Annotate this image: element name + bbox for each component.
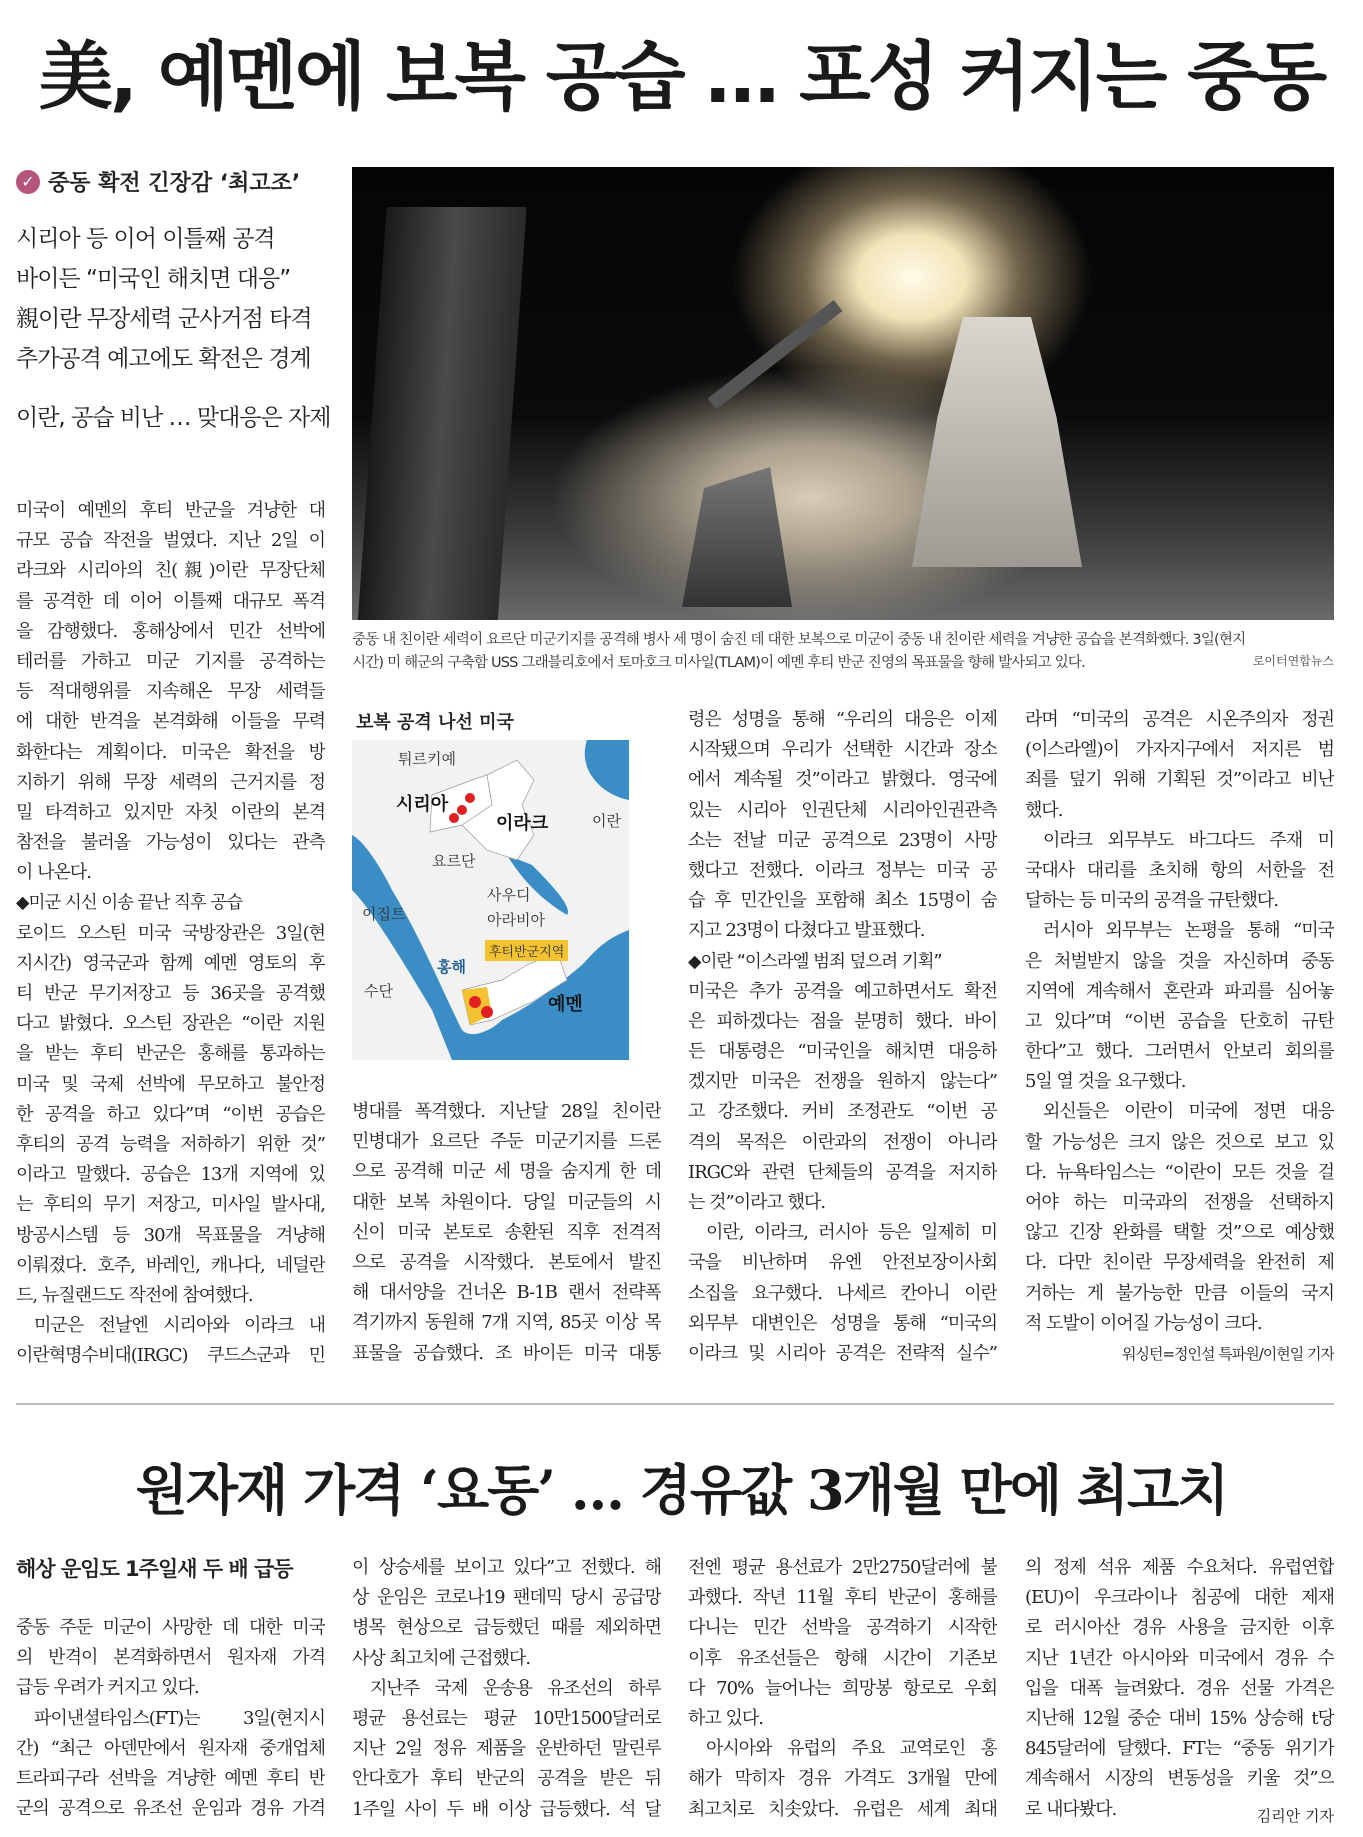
text-line: 테러를 가하고 미군 기지를 공격하는 xyxy=(16,650,325,672)
text-line: 지시간) 영국군과 함께 예멘 영토의 후 xyxy=(16,952,325,974)
text-line: 지난 1년간 아시아와 미국에서 경유 수 xyxy=(1025,1647,1334,1669)
photo-caption: 시간) 미 해군의 구축함 USS 그래블리호에서 토마호크 미사일(TLAM)이 예멘 후티 반군 진영의 목표물을 향해 발사되고 있다. xyxy=(352,655,1085,671)
text-line: 로 러시아산 경유 사용을 금지한 이후 xyxy=(1025,1617,1334,1639)
byline: 워싱턴=정인설 특파원/이현일 기자 xyxy=(1121,1344,1334,1363)
text-line: 다. 다만 친이란 무장세력을 완전히 제 xyxy=(1025,1252,1334,1274)
article-subhead xyxy=(16,166,300,197)
text-line: 지난 2일 정유 제품을 운반하던 말린루 xyxy=(352,1738,661,1760)
middle-east-map xyxy=(352,740,629,1060)
text-line: 국대사 대리를 초치해 항의 서한을 전 xyxy=(1025,859,1334,881)
text-line: 겠지만 미국은 전쟁을 원하지 않는다” xyxy=(688,1071,997,1093)
text-line: 어야 하는 미국과의 전쟁을 선택하지 xyxy=(1025,1192,1334,1213)
text-line: 달하는 등 미국의 공격을 규탄했다. xyxy=(1025,890,1279,912)
text-line: 트라피구라 선박을 겨냥한 예멘 후티 반 xyxy=(16,1767,325,1789)
text-line: 군의 공격으로 유조선 운임과 경유 가격 xyxy=(16,1798,325,1820)
text-line: 에 대한 반격을 본격화해 이들을 무력 xyxy=(16,711,325,733)
text-line: 으로 공격을 시작했다. 본토에서 발진 xyxy=(352,1251,661,1273)
text-line: 다. 뉴욕타임스는 “이란이 모든 것을 걸 xyxy=(1025,1161,1334,1183)
text-line: 이라크 및 시리아 공격은 전략적 실수” xyxy=(688,1342,997,1364)
text-line: 죄를 덮기 위해 기획된 것”이라고 비난 xyxy=(1025,769,1334,791)
text-line: 대한 보복 차원이다. 당일 미군들의 시 xyxy=(352,1191,661,1213)
text-line: 을 받는 후티 반군은 홍해를 통과하는 xyxy=(16,1043,325,1065)
text-line: 라크와 시리아의 친(親)이란 무장단체 xyxy=(16,560,325,582)
text-line: 드, 뉴질랜드도 작전에 참여했다. xyxy=(16,1284,253,1306)
text-line: 거하는 게 불가능한 만큼 이들의 국지 xyxy=(1025,1282,1334,1304)
text-line: 한다”고 했다. 그러면서 안보리 회의를 xyxy=(1025,1041,1334,1063)
text-line: 는 후티의 무기 저장고, 미사일 발사대, xyxy=(16,1194,325,1216)
text-line: 격기까지 동원해 7개 지역, 85곳 이상 목 xyxy=(352,1312,661,1334)
text-line: 중동 주둔 미군이 사망한 데 대한 미국 xyxy=(16,1617,325,1638)
text-line: 파이낸셜타임스(FT)는 3일(현지시 xyxy=(34,1707,325,1729)
section-divider xyxy=(16,1403,1334,1405)
text-line: 했다. xyxy=(1025,799,1063,821)
article1-column-1 xyxy=(16,496,325,1371)
article1-column-3 xyxy=(688,705,997,1369)
text-line: 후티의 공격 능력을 저하하기 위한 것” xyxy=(16,1133,325,1155)
text-line: 할 가능성은 크지 않은 것으로 보고 있 xyxy=(1025,1131,1334,1153)
text-line: 미국은 추가 공격을 예고하면서도 확전 xyxy=(688,980,997,1002)
text-line: 다고 밝혔다. 오스틴 장관은 “이란 지원 xyxy=(16,1013,325,1035)
text-line: 입을 대폭 늘려왔다. 경유 선물 가격은 xyxy=(1025,1677,1334,1699)
section-subhead: ◆이란 “이스라엘 범죄 덮으려 기획” xyxy=(688,951,942,972)
text-line: 이 상승세를 보이고 있다”고 전했다. 해 xyxy=(352,1557,661,1578)
deck-line: 親이란 무장세력 군사거점 타격 xyxy=(16,306,312,332)
map-label-jordan: 요르단 xyxy=(432,852,476,870)
map-label-saudi: 아라비아 xyxy=(487,911,545,929)
text-line: 국을 비난하며 유엔 안전보장이사회 xyxy=(688,1252,997,1274)
text-line: 는 것”이라고 했다. xyxy=(688,1192,826,1213)
text-line: 습 후 민간인을 포함해 최소 15명이 숨 xyxy=(688,890,997,912)
map-label-iraq: 이라크 xyxy=(496,813,549,834)
text-line: 이란혁명수비대(IRGC) 쿠드스군과 민 xyxy=(16,1345,325,1367)
article1-column-2 xyxy=(352,1097,661,1369)
text-line: 적 도발이 이어질 가능성이 크다. xyxy=(1025,1312,1262,1334)
map-title: 보복 공격 나선 미국 xyxy=(356,712,514,733)
map-label-houthi: 후티반군지역 xyxy=(485,940,568,961)
text-line: 규모 공습 작전을 벌였다. 지난 2일 이 xyxy=(16,530,325,552)
text-line: 에서 계속될 것”이라고 밝혔다. 영국에 xyxy=(688,769,997,791)
text-line: 외신들은 이란이 미국에 정면 대응 xyxy=(1043,1101,1334,1123)
text-line: 고 강조했다. 커비 조정관도 “이번 공 xyxy=(688,1101,997,1123)
text-line: 티 반군 무기저장고 등 36곳을 공격했 xyxy=(16,983,325,1004)
text-line: 이후 유조선들은 항해 시간이 기존보 xyxy=(688,1647,997,1669)
text-line: 로 내다봤다. xyxy=(1025,1798,1117,1820)
text-line: 미국이 예멘의 후티 반군을 겨냥한 대 xyxy=(16,500,325,521)
photo-ship-hull xyxy=(357,207,526,620)
text-line: 미군은 전날엔 시리아와 이라크 내 xyxy=(34,1315,325,1337)
text-line: (EU)이 우크라이나 침공에 대한 제재 xyxy=(1025,1587,1334,1609)
photo-credit: 로이터연합뉴스 xyxy=(1252,654,1334,668)
article2-column-2 xyxy=(352,1553,661,1825)
text-line: 다니는 민간 선박을 공격하기 시작한 xyxy=(688,1617,997,1639)
text-line: 계속해서 시장의 변동성을 키울 것”으 xyxy=(1025,1768,1334,1790)
text-line: 지하기 위해 무장 세력의 근거지를 정 xyxy=(16,771,325,793)
text-line: 상 운임은 코로나19 팬데믹 당시 공급망 xyxy=(352,1587,661,1609)
text-line: 급등 우려가 커지고 있다. xyxy=(16,1677,199,1699)
text-line: 지역에 계속해서 혼란과 파괴를 심어놓 xyxy=(1025,980,1334,1002)
text-line: 소집을 요구했다. 나세르 칸아니 이란 xyxy=(688,1282,997,1304)
deck-line: 추가공격 예고에도 확전은 경계 xyxy=(16,346,311,372)
photo-caption: 중동 내 친이란 세력이 요르단 미군기지를 공격해 병사 세 명이 숨진 데 대한 보복으로 미군이 중동 내 친이란 세력을 겨냥한 공습을 본격화했다. 3일(현지 xyxy=(352,632,1246,648)
text-line: 화한다는 계획이다. 미국은 확전을 방 xyxy=(16,741,325,763)
article2-column-4 xyxy=(1025,1553,1334,1825)
text-line: 않고 긴장 완화를 택할 것”으로 예상했 xyxy=(1025,1222,1334,1244)
text-line: 의 반격이 본격화하면서 원자재 가격 xyxy=(16,1647,325,1669)
text-line: 격의 목적은 이란과의 전쟁이 아니라 xyxy=(688,1131,997,1153)
text-line: 시작됐으며 우리가 선택한 시간과 장소 xyxy=(688,739,997,761)
text-line: 참전을 불러올 가능성이 있다는 관측 xyxy=(16,832,325,854)
photo-gun-turret xyxy=(682,467,792,607)
text-line: 은 처벌받지 않을 것을 자신하며 중동 xyxy=(1025,950,1334,972)
map-label-egypt: 이집트 xyxy=(362,905,406,923)
text-line: 있는 시리아 인권단체 시리아인권관측 xyxy=(688,799,997,821)
text-line: 밀 타격하고 있지만 자칫 이란의 본격 xyxy=(16,801,325,823)
map-label-syria: 시리아 xyxy=(396,794,449,815)
text-line: 지난해 12월 중순 대비 15% 상승해 t당 xyxy=(1025,1707,1334,1729)
text-line: 병목 현상으로 급등했던 때를 제외하면 xyxy=(352,1617,661,1639)
text-line: 병대를 폭격했다. 지난달 28일 친이란 xyxy=(352,1101,661,1122)
map-label-turkey: 튀르키예 xyxy=(398,750,456,768)
article1-column-4 xyxy=(1025,705,1334,1369)
text-line: 고 있다”며 “이번 공습을 단호히 규탄 xyxy=(1025,1010,1334,1032)
text-line: 이 나온다. xyxy=(16,862,91,884)
deck-line: 바이든 “미국인 해치면 대응” xyxy=(16,266,291,292)
main-headline: 美, 예멘에 보복 공습 … 포성 커지는 중동 xyxy=(38,34,1325,120)
warship-missile-photo xyxy=(352,167,1334,620)
text-line: 령은 성명을 통해 “우리의 대응은 이제 xyxy=(688,709,997,730)
text-line: 신이 미국 본토로 송환된 직후 전격적 xyxy=(352,1221,661,1243)
text-line: 1주일 사이 두 배 이상 급등했다. 석 달 xyxy=(352,1798,661,1820)
text-line: 사상 최고치에 근접했다. xyxy=(352,1647,531,1669)
text-line: 하고 있다. xyxy=(688,1707,763,1729)
text-line: 의 정제 석유 제품 수요처다. 유럽연합 xyxy=(1025,1557,1334,1578)
article2-byline: 김리안 기자 xyxy=(1256,1807,1334,1825)
article2-column-1 xyxy=(16,1613,325,1824)
map-label-saudi: 사우디 xyxy=(487,886,531,904)
text-line: 미국 및 국제 선박에 무모하고 불안정 xyxy=(16,1073,325,1095)
text-line: 러시아 외무부는 논평을 통해 “미국 xyxy=(1043,920,1334,942)
text-line: 이뤄졌다. 호주, 바레인, 캐나다, 네덜란 xyxy=(16,1254,325,1276)
deck-line: 이란, 공습 비난 … 맞대응은 자제 xyxy=(16,405,331,431)
deck-line: 시리아 등 이어 이틀째 공격 xyxy=(16,226,275,252)
text-line: 다 70% 늘어나는 희망봉 항로로 우회 xyxy=(688,1677,997,1699)
article2-subhead: 해상 운임도 1주일새 두 배 급등 xyxy=(16,1557,293,1581)
text-line: 지난주 국제 운송용 유조선의 하루 xyxy=(370,1677,661,1699)
check-circle-icon: ✓ xyxy=(16,170,40,194)
text-line: 아시아와 유럽의 주요 교역로인 홍 xyxy=(706,1738,997,1760)
text-line: 해가 막히자 경유 가격도 3개월 만에 xyxy=(688,1768,997,1790)
photo-destroyer xyxy=(912,317,1082,567)
text-line: 외무부 대변인은 성명을 통해 “미국의 xyxy=(688,1312,997,1334)
text-line: 한 공격을 하고 있다”며 “이번 공습은 xyxy=(16,1103,325,1125)
text-line: 전엔 평균 용선료가 2만2750달러에 불 xyxy=(688,1557,997,1578)
text-line: 등 적대행위를 지속해온 무장 세력들 xyxy=(16,681,325,703)
text-line: 안다호가 후티 반군의 공격을 받은 뒤 xyxy=(352,1768,661,1790)
text-line: 로이드 오스틴 미국 국방장관은 3일(현 xyxy=(16,922,325,944)
text-line: 든 대통령은 “미국인을 해치면 대응하 xyxy=(688,1041,997,1063)
text-line: 해 대서양을 건너온 B-1B 랜서 전략폭 xyxy=(352,1282,661,1304)
map-label-sudan: 수단 xyxy=(364,982,393,1000)
text-line: 방공시스템 등 30개 목표물을 겨냥해 xyxy=(16,1224,325,1246)
photo-gun-barrel xyxy=(708,300,843,410)
map-label-iran: 이란 xyxy=(592,812,621,830)
text-line: 지고 23명이 다쳤다고 발표했다. xyxy=(688,920,925,942)
text-line: 으로 공격해 미군 세 명을 숨지게 한 데 xyxy=(352,1161,661,1183)
text-line: 845달러에 달했다. FT는 “중동 위기가 xyxy=(1025,1738,1334,1760)
section-subhead: ◆미군 시신 이송 끝난 직후 공습 xyxy=(16,893,243,914)
text-line: 했다고 전했다. 이라크 정부는 미국 공 xyxy=(688,859,997,881)
text-line: 이란, 이라크, 러시아 등은 일제히 미 xyxy=(706,1222,997,1244)
text-line: (이스라엘)이 가자지구에서 저지른 범 xyxy=(1025,739,1334,761)
text-line: 라며 “미국의 공격은 시온주의자 정권 xyxy=(1025,709,1334,730)
text-line: 이라크 외무부도 바그다드 주재 미 xyxy=(1043,829,1334,851)
text-line: 평균 용선료는 평균 10만1500달러로 xyxy=(352,1707,661,1729)
text-line: 를 공격한 데 이어 이틀째 대규모 폭격 xyxy=(16,590,325,612)
text-line: IRGC와 관련 단체들의 공격을 저지하 xyxy=(688,1161,997,1183)
text-line: 민병대가 요르단 주둔 미군기지를 드론 xyxy=(352,1131,661,1153)
text-line: 과했다. 작년 11월 후티 반군이 홍해를 xyxy=(688,1587,997,1609)
map-label-red-sea: 홍해 xyxy=(437,958,466,976)
text-line: 을 감행했다. 홍해상에서 민간 선박에 xyxy=(16,620,325,642)
text-line: 은 피하겠다는 점을 분명히 했다. 바이 xyxy=(688,1010,997,1032)
text-line: 표물을 공습했다. 조 바이든 미국 대통 xyxy=(352,1342,661,1364)
map-label-yemen: 예멘 xyxy=(548,994,583,1015)
article2-column-3 xyxy=(688,1553,997,1825)
text-line: 최고치로 치솟았다. 유럽은 세계 최대 xyxy=(688,1798,997,1820)
text-line: 간) “최근 아덴만에서 원자재 중개업체 xyxy=(16,1737,325,1759)
second-headline: 원자재 가격 ‘요동’ … 경유값 3개월 만에 최고치 xyxy=(135,1458,1228,1522)
text-line: 소는 전날 미군 공격으로 23명이 사망 xyxy=(688,829,997,851)
text-line: 이라고 말했다. 공습은 13개 지역에 있 xyxy=(16,1164,325,1186)
text-line: 5일 열 것을 요구했다. xyxy=(1025,1071,1186,1093)
subhead-text: 중동 확전 긴장감 ‘최고조’ xyxy=(48,171,301,196)
